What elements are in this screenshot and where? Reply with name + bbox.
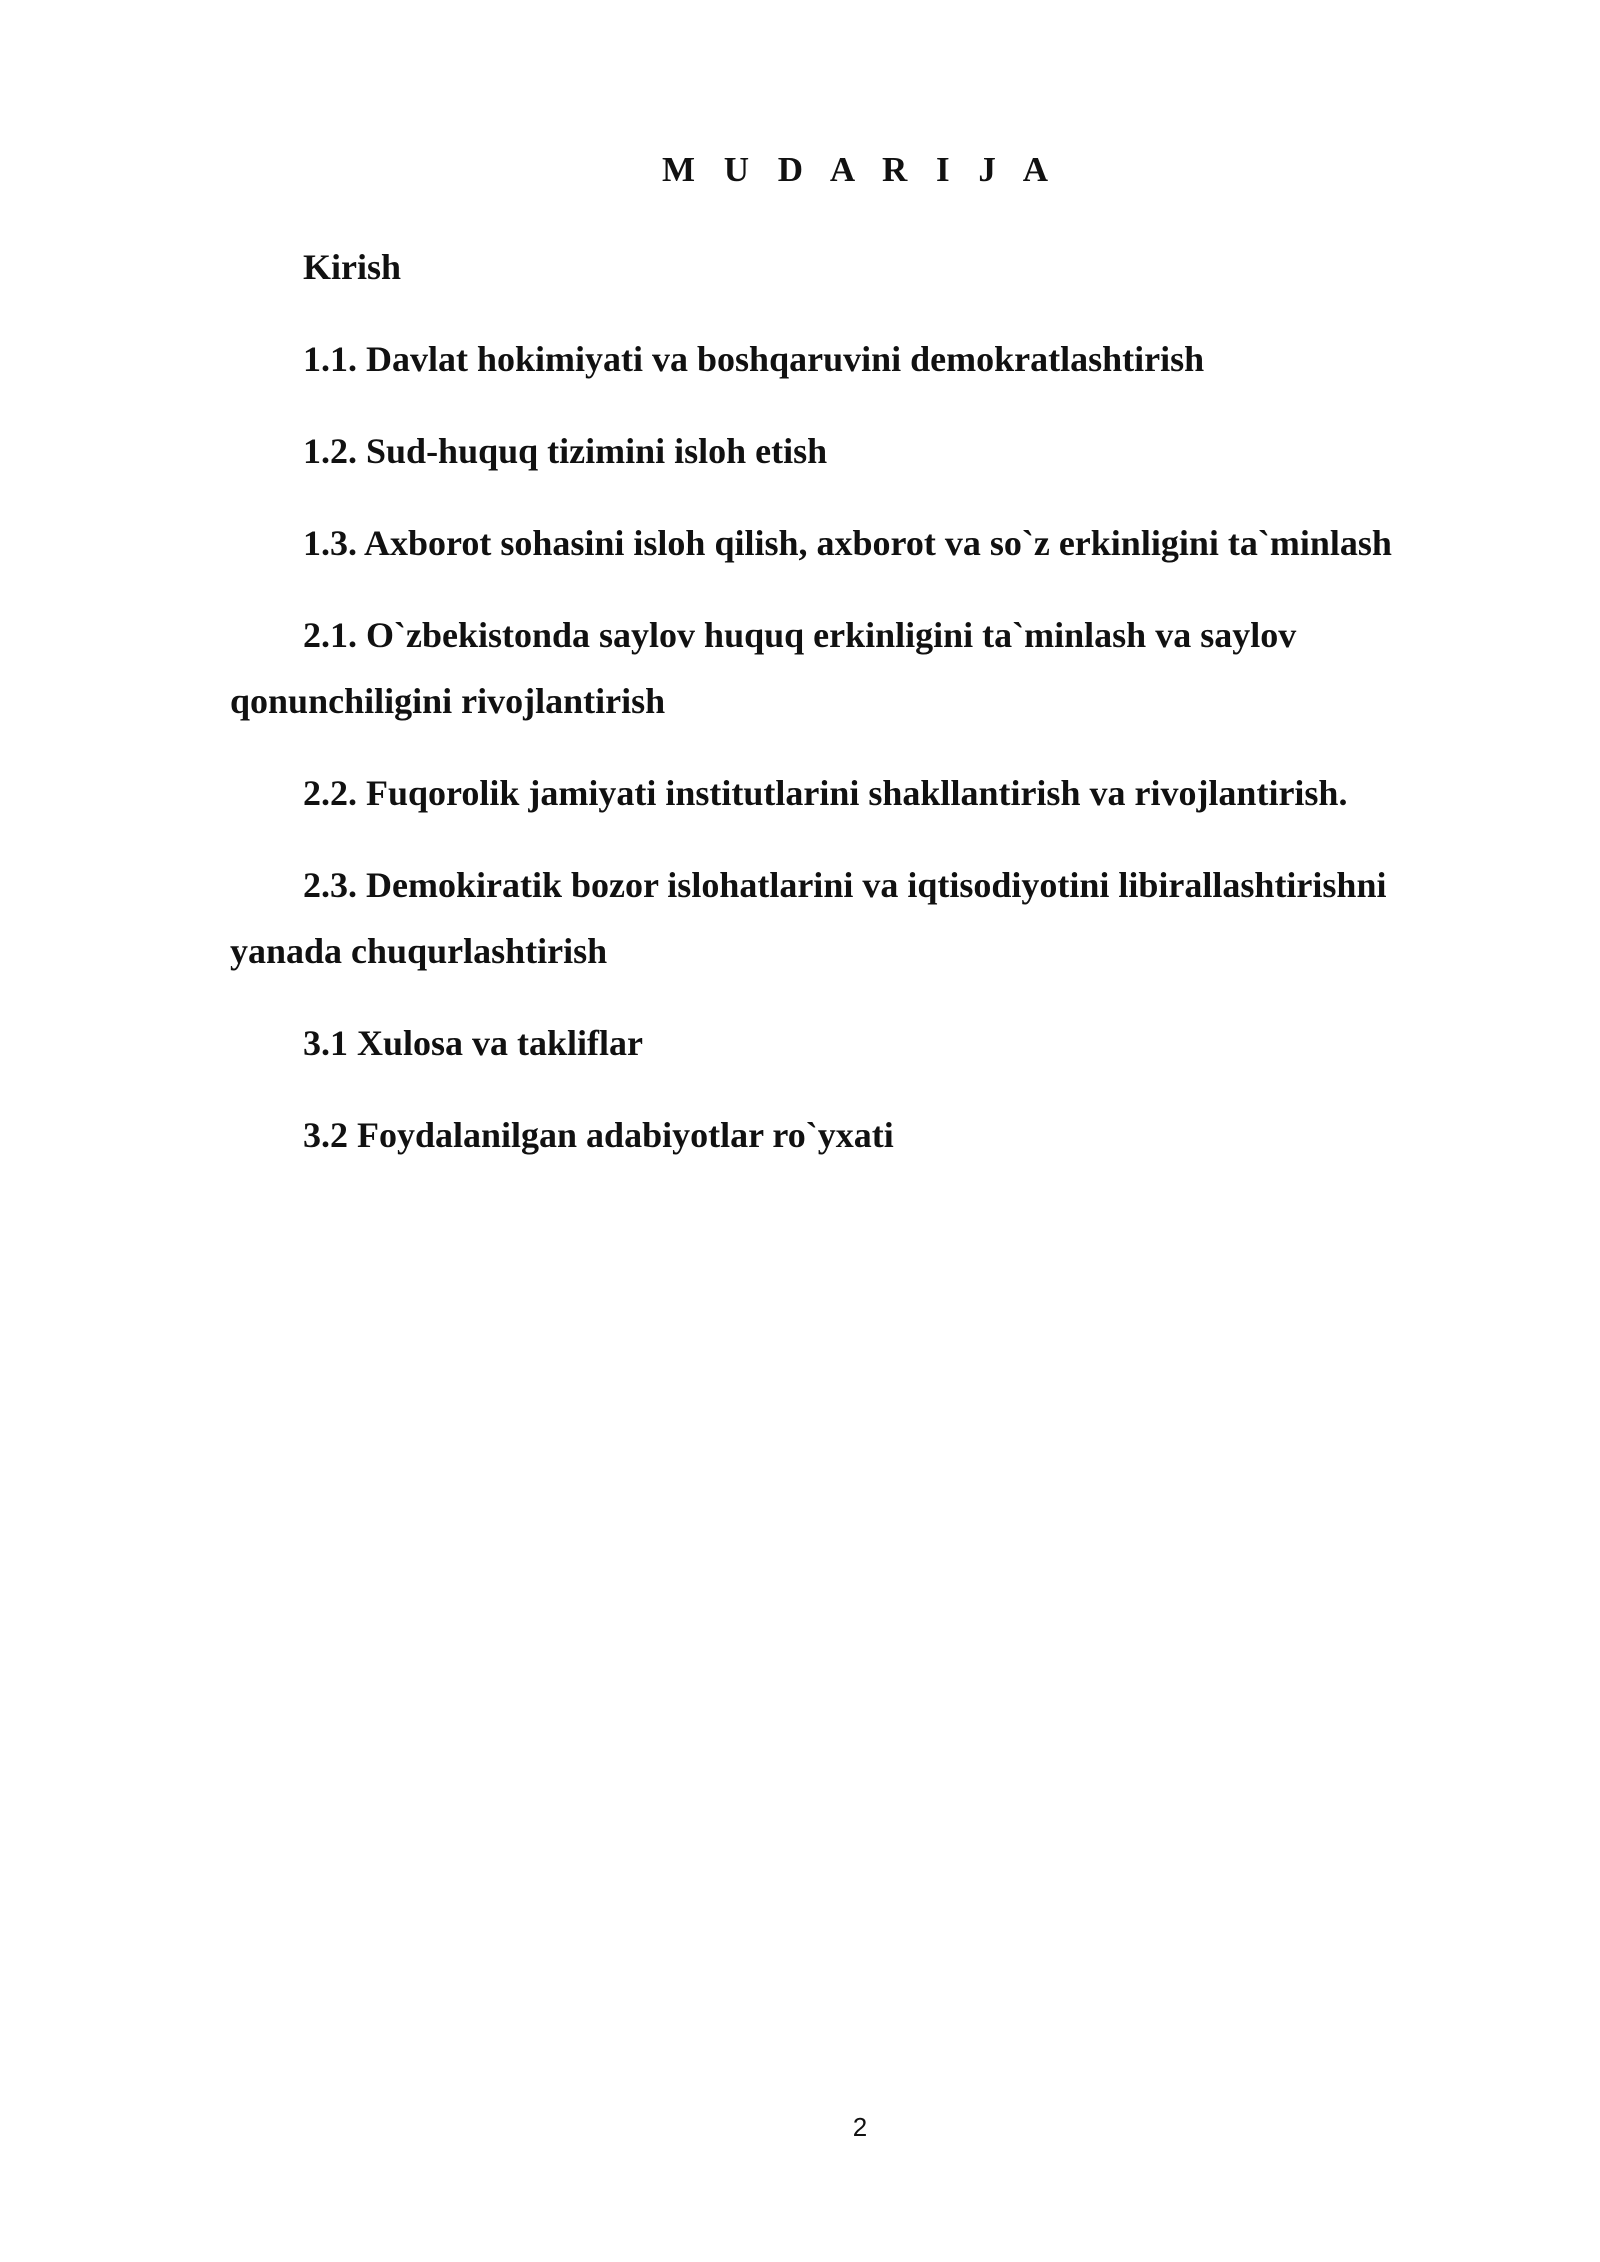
toc-item-label: 2.3. Demokiratik bozor islohatlarini va iqtisodiyotini libirallashtirishni [303,865,1387,905]
toc-item-label-continuation: qonunchiligini rivojlantirish [230,681,666,721]
toc-item-label: 1.3. Axborot sohasini isloh qilish, axborot va so`z erkinligini ta`minlash [303,523,1392,563]
toc-item-2-3 [230,852,1480,984]
toc-item-1-1 [230,326,1480,392]
toc-item-label: 2.2. Fuqorolik jamiyati institutlarini shakllantirish va rivojlantirish. [303,773,1348,813]
toc-item-label: 1.2. Sud-huquq tizimini isloh etish [303,431,828,471]
toc-item-label-continuation: yanada chuqurlashtirish [230,931,608,971]
toc-item-label: 2.1. O`zbekistonda saylov huquq erkinligini ta`minlash va saylov [303,615,1297,655]
page-number: 2 [852,2112,868,2142]
toc-item-3-2 [230,1102,1480,1168]
page-title: M U D A R I J A [662,150,1058,189]
toc-item-label: 3.1 Xulosa va takliflar [303,1023,644,1063]
toc-item-3-1 [230,1010,1480,1076]
toc-item-label: 3.2 Foydalanilgan adabiyotlar ro`yxati [303,1115,894,1155]
toc-item-2-1 [230,602,1480,734]
toc-item-label: 1.1. Davlat hokimiyati va boshqaruvini demokratlashtirish [303,339,1205,379]
toc-item-label: Kirish [303,247,402,287]
toc-item-1-3 [230,510,1480,576]
toc-item-2-2 [230,760,1480,826]
toc-item-introduction [230,234,1480,300]
toc-item-1-2 [230,418,1480,484]
